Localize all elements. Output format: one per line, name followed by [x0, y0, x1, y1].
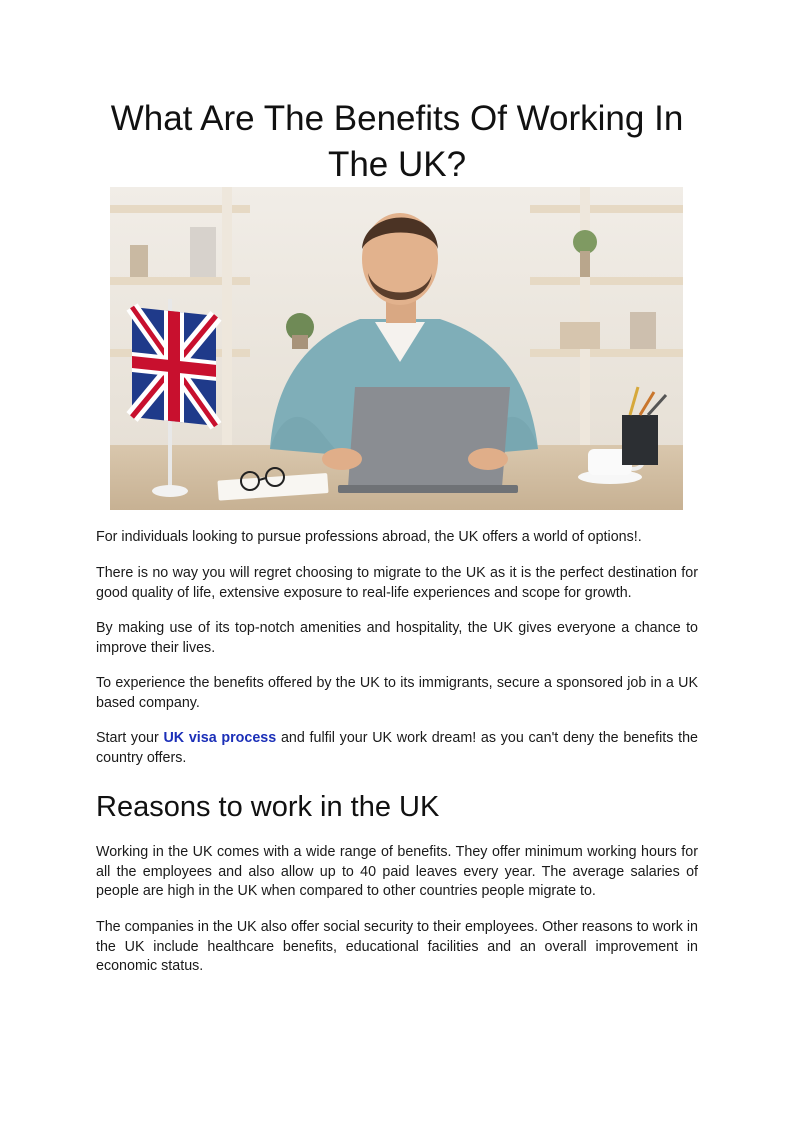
section-heading: Reasons to work in the UK: [96, 791, 440, 823]
intro-paragraph-3: By making use of its top-notch amenities and hospitality, the UK gives everyone a chance to improve their lives.: [96, 620, 698, 656]
man-working-laptop-icon: [110, 187, 683, 510]
cta-paragraph: [96, 729, 698, 768]
hero-image: [110, 187, 683, 510]
intro-paragraph-4: To experience the benefits offered by the UK to its immigrants, secure a sponsored job in a UK based company.: [96, 675, 698, 711]
intro-paragraph-2: There is no way you will regret choosing to migrate to the UK as it is the perfect destination for good quality of life, extensive exposure to real-life experiences and scope for growth.: [96, 565, 698, 601]
cta-suffix: and fulfil your UK work dream! as you can't deny the benefits the country offers.: [96, 730, 698, 766]
section-paragraph-2: The companies in the UK also offer social security to their employees. Other reasons to work in the UK include healthcare benefits, educational facilities and an overall improvement in economic status.: [96, 919, 698, 974]
section-paragraph-1: Working in the UK comes with a wide range of benefits. They offer minimum working hours for all the employees and also allow up to 40 paid leaves every year. The average salaries of people are high in the UK when compared to other countries people migrate to.: [96, 844, 698, 899]
intro-paragraph-1: For individuals looking to pursue professions abroad, the UK offers a world of options!.: [96, 529, 642, 545]
cta-prefix: Start your: [96, 730, 164, 746]
page-title: What Are The Benefits Of Working In The UK?: [110, 99, 684, 184]
uk-visa-process-link[interactable]: UK visa process: [163, 730, 277, 746]
